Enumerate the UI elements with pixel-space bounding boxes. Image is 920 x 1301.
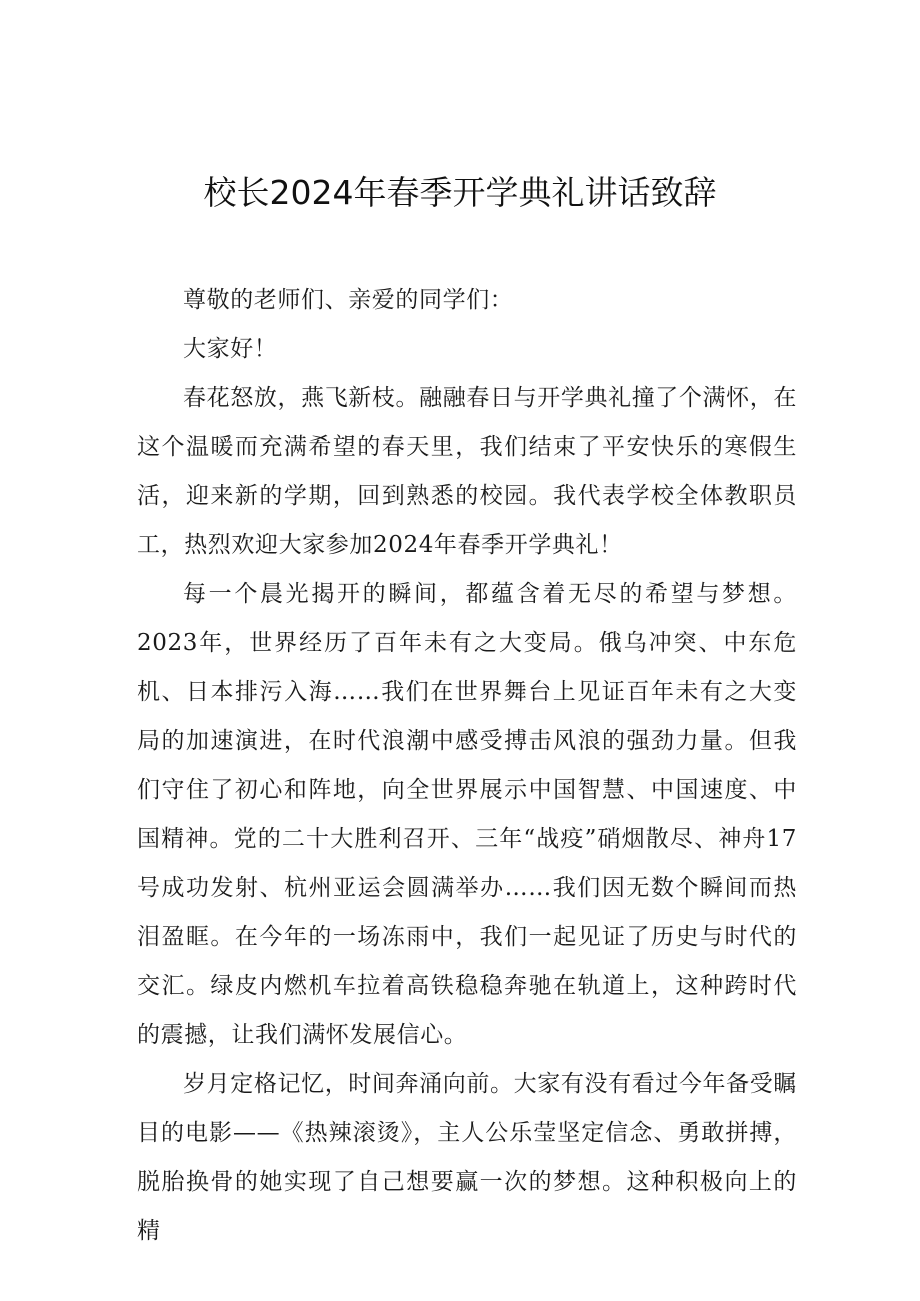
paragraph-3: 岁月定格记忆，时间奔涌向前。大家有没有看过今年备受瞩目的电影——《热辣滚烫》，主人公乐莹坚定信念、勇敢拼搏，脱胎换骨的她实现了自己想要赢一次的梦想。这种积极向上的精 bbox=[137, 1071, 797, 1244]
greeting: 大家好！ bbox=[183, 336, 278, 362]
paragraph-2: 每一个晨光揭开的瞬间，都蕴含着无尽的希望与梦想。2023年，世界经历了百年未有之大变局。俄乌冲突、中东危机、日本排污入海……我们在世界舞台上见证百年未有之大变局的加速演进，在时代浪潮中感受搏击风浪的强劲力量。但我们守住了初心和阵地，向全世界展示中国智慧、中国速度、中国精神。党的二十大胜利召开、三年“战疫”硝烟散尽、神舟17号成功发射、杭州亚运会圆满举办……我们因无数个瞬间而热泪盈眶。在今年的一场冻雨中，我们一起见证了历史与时代的交汇。绿皮内燃机车拉着高铁稳稳奔驰在轨道上，这种跨时代的震撼，让我们满怀发展信心。 bbox=[137, 581, 797, 1048]
document-body bbox=[137, 276, 797, 1256]
salutation: 尊敬的老师们、亲爱的同学们： bbox=[183, 287, 514, 313]
document-title: 校长2024年春季开学典礼讲话致辞 bbox=[203, 173, 717, 212]
paragraph-1: 春花怒放，燕飞新枝。融融春日与开学典礼撞了个满怀，在这个温暖而充满希望的春天里，我们结束了平安快乐的寒假生活，迎来新的学期，回到熟悉的校园。我代表学校全体教职员工，热烈欢迎大家参加2024年春季开学典礼！ bbox=[137, 385, 797, 558]
